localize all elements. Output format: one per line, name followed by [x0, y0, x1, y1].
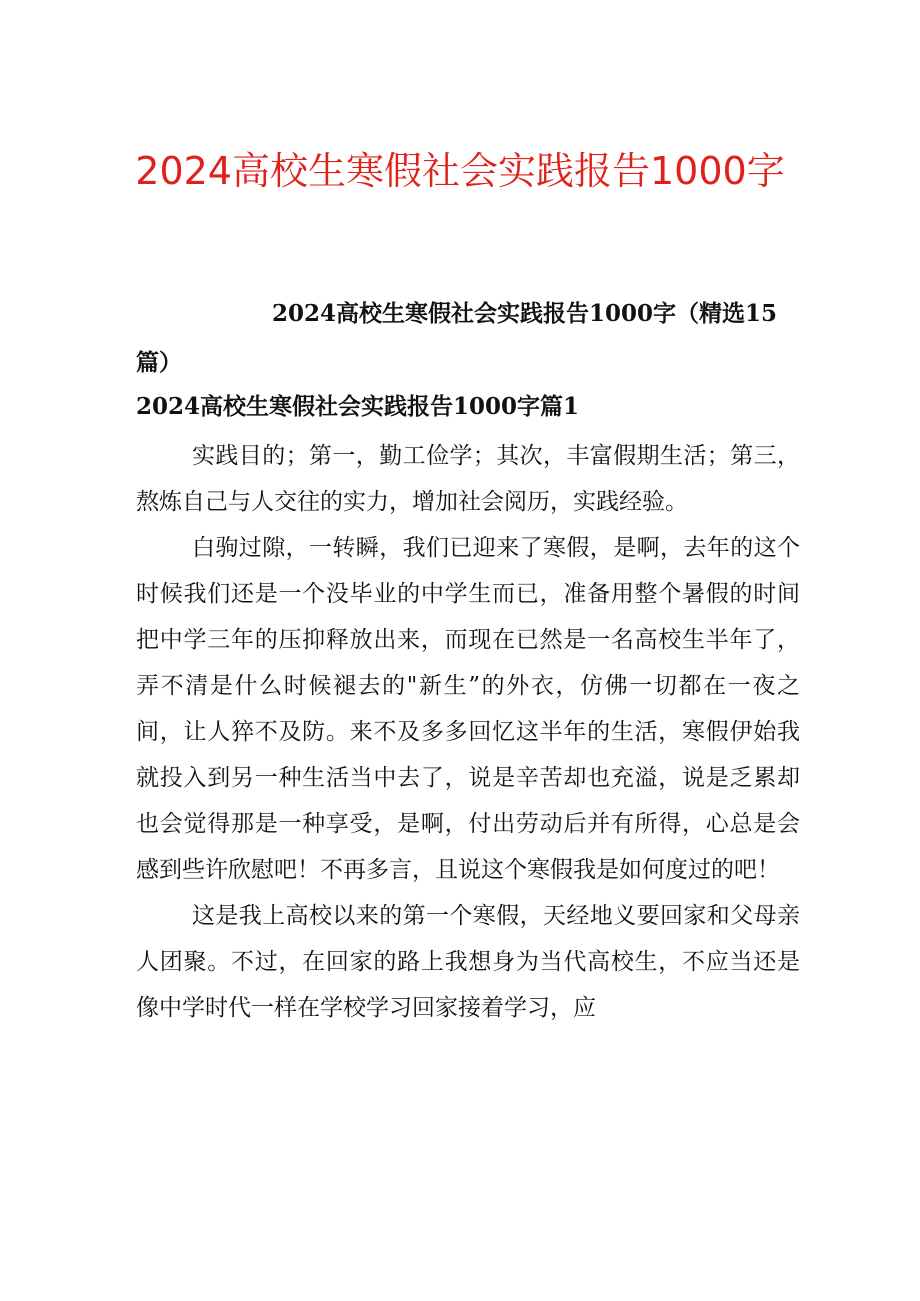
paragraph: 白驹过隙，一转瞬，我们已迎来了寒假，是啊，去年的这个时候我们还是一个没毕业的中学生而已，准备用整个暑假的时间把中学三年的压抑释放出来，而现在已然是一名高校生半年了，弄不清是什么时候褪去的"新生”的外衣，仿佛一切都在一夜之间，让人猝不及防。来不及多多回忆这半年的生活，寒假伊始我就投入到另一种生活当中去了，说是辛苦却也充溢，说是乏累却也会觉得那是一种享受，是啊，付出劳动后并有所得，心总是会感到些许欣慰吧！不再多言，且说这个寒假我是如何度过的吧！ [136, 535, 800, 883]
document-subtitle: 2024高校生寒假社会实践报告1000字（精选15篇） [136, 300, 778, 376]
document-title: 2024高校生寒假社会实践报告1000字 [135, 149, 785, 193]
paragraph: 实践目的；第一，勤工俭学；其次，丰富假期生活；第三，熬炼自己与人交往的实力，增加社会阅历，实践经验。 [136, 443, 800, 515]
paragraph: 这是我上高校以来的第一个寒假，天经地义要回家和父母亲人团聚。不过，在回家的路上我想身为当代高校生，不应当还是像中学时代一样在学校学习回家接着学习，应 [136, 903, 800, 1021]
section-heading: 2024高校生寒假社会实践报告1000字篇1 [136, 393, 580, 420]
document-body [136, 433, 800, 1031]
